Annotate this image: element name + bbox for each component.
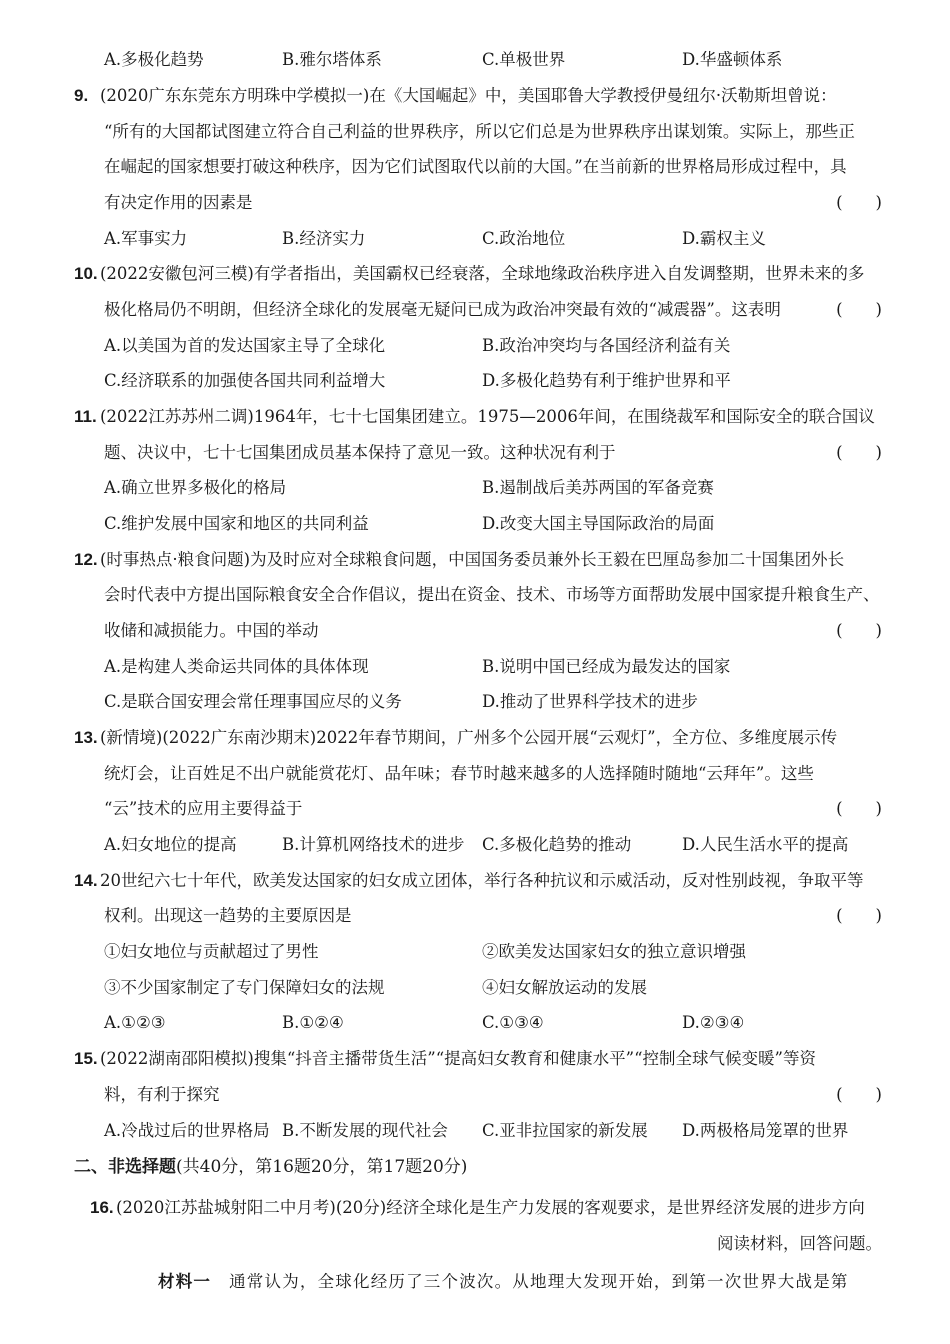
q10-option-a: A.以美国为首的发达国家主导了全球化 bbox=[104, 336, 386, 355]
q9-option-d: D.霸权主义 bbox=[682, 229, 766, 248]
q16-material bbox=[158, 1270, 849, 1294]
q10-option-d: D.多极化趋势有利于维护世界和平 bbox=[482, 371, 731, 390]
q9-stem-line-4: 有决定作用的因素是 bbox=[104, 193, 253, 212]
section-heading bbox=[74, 1155, 467, 1179]
q13-option-a: A.妇女地位的提高 bbox=[104, 835, 237, 854]
q9-stem-line-1: (2020广东东莞东方明珠中学模拟一)在《大国崛起》中，美国耶鲁大学教授伊曼纽尔·沃勒斯坦曾说： bbox=[100, 86, 837, 105]
q9-option-a: A.军事实力 bbox=[104, 229, 188, 248]
material-label: 材料一 bbox=[158, 1272, 212, 1291]
q13-stem-line-1: (新情境)(2022广东南沙期末)2022年春节期间，广州多个公园开展“云观灯”，全方位、多维度展示传 bbox=[100, 728, 838, 747]
q9-answer-paren: ( ) bbox=[836, 193, 882, 212]
q14-option-a: A.①②③ bbox=[104, 1013, 166, 1032]
q15-number: 15. bbox=[74, 1049, 98, 1068]
q15-option-d: D.两极格局笼罩的世界 bbox=[682, 1121, 849, 1140]
q9-option-b: B.经济实力 bbox=[282, 229, 366, 248]
q16-number: 16. bbox=[90, 1198, 114, 1217]
q14-answer-paren: ( ) bbox=[836, 906, 882, 925]
q14-option-b: B.①②④ bbox=[282, 1013, 344, 1032]
q14-number: 14. bbox=[74, 871, 98, 890]
q14-option-d: D.②③④ bbox=[682, 1013, 745, 1032]
q9-number: 9. bbox=[74, 86, 89, 105]
q13-option-b: B.计算机网络技术的进步 bbox=[282, 835, 465, 854]
q16-stem-line-1: (2020江苏盐城射阳二中月考)(20分)经济全球化是生产力发展的客观要求，是世界经济发展的进步方向 bbox=[116, 1198, 865, 1217]
q15-option-a: A.冷战过后的世界格局 bbox=[104, 1121, 270, 1140]
q9-option-c: C.政治地位 bbox=[482, 229, 566, 248]
q12-answer-paren: ( ) bbox=[836, 621, 882, 640]
q14-item-1: ①妇女地位与贡献超过了男性 bbox=[104, 942, 319, 961]
q8-option-a: A.多极化趋势 bbox=[104, 50, 204, 69]
q11-number: 11. bbox=[74, 407, 97, 426]
q10-answer-paren: ( ) bbox=[836, 300, 882, 319]
q14-option-c: C.①③④ bbox=[482, 1013, 544, 1032]
q13-stem-line-3: “云”技术的应用主要得益于 bbox=[104, 799, 303, 818]
q12-number: 12. bbox=[74, 550, 98, 569]
q8-option-c: C.单极世界 bbox=[482, 50, 566, 69]
q14-stem-line-1: 20世纪六七十年代，欧美发达国家的妇女成立团体，举行各种抗议和示威活动，反对性别歧视，争取平等 bbox=[100, 871, 864, 890]
q15-option-c: C.亚非拉国家的新发展 bbox=[482, 1121, 648, 1140]
material-text: 通常认为，全球化经历了三个波次。从地理大发现开始，到第一次世界大战是第 bbox=[229, 1272, 849, 1291]
q13-option-c: C.多极化趋势的推动 bbox=[482, 835, 632, 854]
q12-stem-line-3: 收储和减损能力。中国的举动 bbox=[104, 621, 319, 640]
q15-answer-paren: ( ) bbox=[836, 1085, 882, 1104]
q10-option-b: B.政治冲突均与各国经济利益有关 bbox=[482, 336, 731, 355]
section-info: (共40分，第16题20分，第17题20分) bbox=[176, 1157, 468, 1177]
q15-stem-line-2: 料，有利于探究 bbox=[104, 1085, 220, 1104]
q13-answer-paren: ( ) bbox=[836, 799, 882, 818]
q11-answer-paren: ( ) bbox=[836, 443, 882, 462]
q9-stem-line-2: “所有的大国都试图建立符合自己利益的世界秩序，所以它们总是为世界秩序出谋划策。实际上，那些正 bbox=[104, 122, 855, 141]
q14-item-2: ②欧美发达国家妇女的独立意识增强 bbox=[482, 942, 746, 961]
q14-item-3: ③不少国家制定了专门保障妇女的法规 bbox=[104, 978, 385, 997]
q15-stem-line-1: (2022湖南邵阳模拟)搜集“抖音主播带货生活”“提高妇女教育和健康水平”“控制全球气候变暖”等资 bbox=[100, 1049, 816, 1068]
section-title: 二、非选择题 bbox=[74, 1157, 176, 1176]
q11-option-c: C.维护发展中国家和地区的共同利益 bbox=[104, 514, 369, 533]
q16-stem-line-2: 阅读材料，回答问题。 bbox=[717, 1234, 882, 1253]
q13-number: 13. bbox=[74, 728, 98, 747]
q11-stem-line-1: (2022江苏苏州二调)1964年，七十七国集团建立。1975—2006年间，在围绕裁军和国际安全的联合国议 bbox=[100, 407, 875, 426]
q12-option-c: C.是联合国安理会常任理事国应尽的义务 bbox=[104, 692, 402, 711]
q11-option-a: A.确立世界多极化的格局 bbox=[104, 478, 287, 497]
q13-stem-line-2: 统灯会，让百姓足不出户就能赏花灯、品年味；春节时越来越多的人选择随时随地“云拜年”。这些 bbox=[104, 764, 814, 783]
q12-stem-line-2: 会时代表中方提出国际粮食安全合作倡议，提出在资金、技术、市场等方面帮助发展中国家提升粮食生产、 bbox=[104, 585, 880, 604]
q11-stem-line-2: 题、决议中，七十七国集团成员基本保持了意见一致。这种状况有利于 bbox=[104, 443, 616, 462]
q14-stem-line-2: 权利。出现这一趋势的主要原因是 bbox=[104, 906, 352, 925]
q12-option-a: A.是构建人类命运共同体的具体体现 bbox=[104, 657, 369, 676]
q10-stem-line-1: (2022安徽包河三模)有学者指出，美国霸权已经衰落，全球地缘政治秩序进入自发调整期，世界未来的多 bbox=[100, 264, 865, 283]
q12-stem-line-1: (时事热点·粮食问题)为及时应对全球粮食问题，中国国务委员兼外长王毅在巴厘岛参加二十国集团外长 bbox=[100, 550, 845, 569]
q8-option-d: D.华盛顿体系 bbox=[682, 50, 783, 69]
q10-number: 10. bbox=[74, 264, 98, 283]
q11-option-d: D.改变大国主导国际政治的局面 bbox=[482, 514, 715, 533]
q9-stem-line-3: 在崛起的国家想要打破这种秩序，因为它们试图取代以前的大国。”在当前新的世界格局形成过程中，具 bbox=[104, 157, 847, 176]
q11-option-b: B.遏制战后美苏两国的军备竞赛 bbox=[482, 478, 714, 497]
q12-option-b: B.说明中国已经成为最发达的国家 bbox=[482, 657, 731, 676]
q15-option-b: B.不断发展的现代社会 bbox=[282, 1121, 448, 1140]
q8-option-b: B.雅尔塔体系 bbox=[282, 50, 382, 69]
q10-option-c: C.经济联系的加强使各国共同利益增大 bbox=[104, 371, 386, 390]
q10-stem-line-2: 极化格局仍不明朗，但经济全球化的发展毫无疑问已成为政治冲突最有效的“减震器”。这表明 bbox=[104, 300, 781, 319]
q14-item-4: ④妇女解放运动的发展 bbox=[482, 978, 647, 997]
q12-option-d: D.推动了世界科学技术的进步 bbox=[482, 692, 698, 711]
q13-option-d: D.人民生活水平的提高 bbox=[682, 835, 849, 854]
